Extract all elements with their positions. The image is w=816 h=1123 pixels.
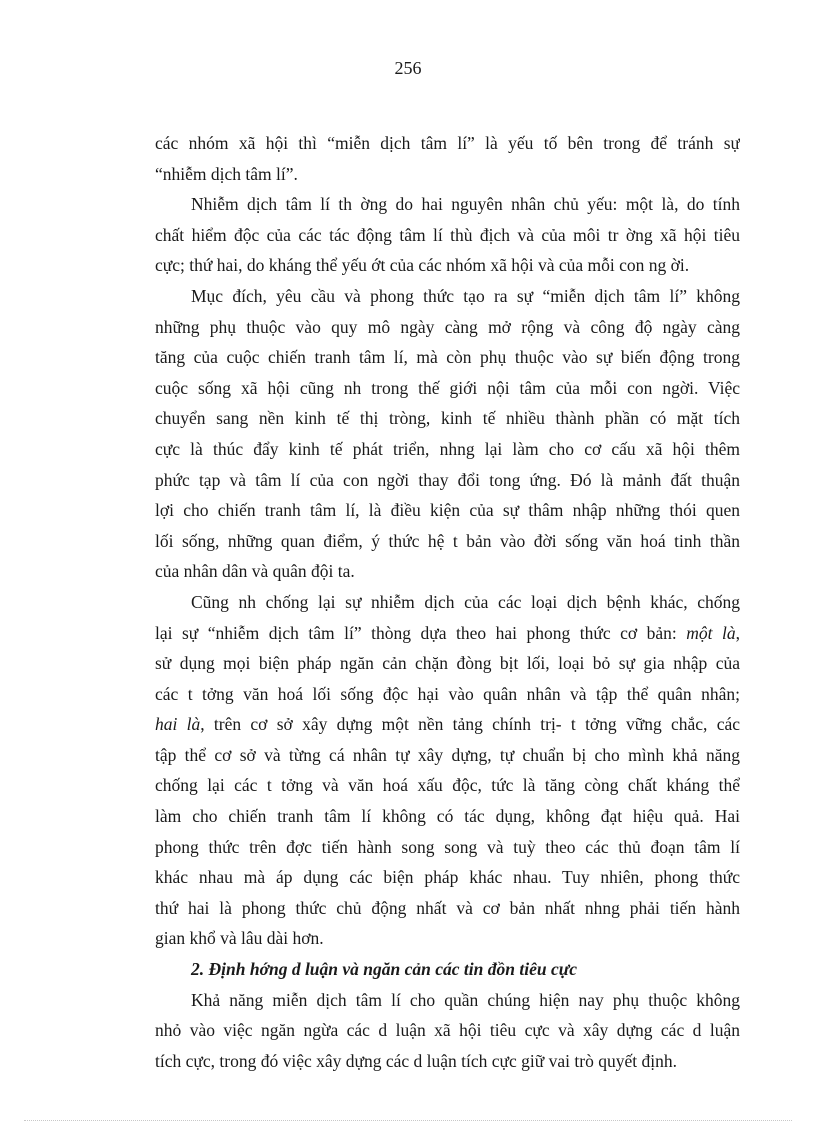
text-line: cuộc sống xã hội cũng nh trong thế giới nội tâm của mỗi con ngời. Việc <box>155 377 740 398</box>
text-line: cực; thứ hai, do kháng thể yếu ớt của các nhóm xã hội và của mỗi con ng ời. <box>155 255 690 276</box>
text-segment: lại sự “nhiễm dịch tâm lí” thòng dựa theo hai phong thức cơ bản: <box>155 622 677 643</box>
text-line: cực là thúc đẩy kinh tế phát triển, nhng lại làm cho cơ cấu xã hội thêm <box>155 438 740 459</box>
text-line <box>155 618 740 649</box>
text-line <box>155 709 740 740</box>
text-line: gian khổ và lâu dài hơn. <box>155 928 324 949</box>
page-bottom-divider <box>24 1120 792 1121</box>
text-line: phong thức trên đợc tiến hành song song và tuỳ theo các thủ đoạn tâm lí <box>155 836 740 857</box>
paragraph-start-line: Khả năng miễn dịch tâm lí cho quần chúng hiện nay phụ thuộc không <box>191 989 740 1010</box>
text-segment: , <box>735 622 740 643</box>
text-line: các nhóm xã hội thì “miễn dịch tâm lí” là yếu tố bên trong để tránh sự <box>155 133 740 153</box>
text-line: nhỏ vào việc ngăn ngừa các d luận xã hội tiêu cực và xây dựng các d luận <box>155 1020 740 1041</box>
text-segment: , trên cơ sở xây dựng một nền tảng chính trị- t tởng vững chắc, các <box>200 714 740 735</box>
text-line: phức tạp và tâm lí của con ngời thay đổi tong ứng. Đó là mảnh đất thuận <box>155 469 740 490</box>
paragraph-start-line: Nhiễm dịch tâm lí th ờng do hai nguyên nhân chủ yếu: một là, do tính <box>191 194 740 215</box>
section-heading: 2. Định hớng d luận và ngăn cản các tin đồn tiêu cực <box>191 959 577 980</box>
text-line: lối sống, những quan điểm, ý thức hệ t bản vào đời sống văn hoá tinh thần <box>155 530 740 551</box>
text-line: chất hiểm độc của các tác động tâm lí thù địch và của môi tr ờng xã hội tiêu <box>155 224 740 245</box>
text-line: các t tởng văn hoá lối sống độc hại vào quân nhân và tập thể quân nhân; <box>155 683 740 704</box>
text-line: chống lại các t tởng và văn hoá xấu độc, tức là tăng còng chất kháng thể <box>155 775 740 796</box>
text-line: tập thể cơ sở và từng cá nhân tự xây dựng, tự chuẩn bị cho mình khả năng <box>155 744 740 765</box>
text-line: “nhiễm dịch tâm lí”. <box>155 163 298 184</box>
text-line: tăng của cuộc chiến tranh tâm lí, mà còn phụ thuộc vào sự biến động trong <box>155 347 740 368</box>
page-number: 256 <box>394 58 422 78</box>
text-line: sử dụng mọi biện pháp ngăn cản chặn đòng bịt lối, loại bỏ sự gia nhập của <box>155 653 740 674</box>
paragraph-start-line: Mục đích, yêu cầu và phong thức tạo ra sự “miễn dịch tâm lí” không <box>191 285 740 306</box>
emphasis-text: một là <box>686 622 736 643</box>
text-line: làm cho chiến tranh tâm lí không có tác dụng, không đạt hiệu quả. Hai <box>155 806 740 827</box>
emphasis-text: hai là <box>155 714 201 735</box>
text-line: của nhân dân và quân đội ta. <box>155 561 355 582</box>
text-line: những phụ thuộc vào quy mô ngày càng mở rộng và công độ ngày càng <box>155 316 740 337</box>
paragraph-start-line: Cũng nh chống lại sự nhiễm dịch của các loại dịch bệnh khác, chống <box>191 591 740 612</box>
text-line: lợi cho chiến tranh tâm lí, là điều kiện của sự thâm nhập những thói quen <box>155 500 740 521</box>
text-line: khác nhau mà áp dụng các biện pháp khác nhau. Tuy nhiên, phong thức <box>155 867 740 888</box>
text-line: tích cực, trong đó việc xây dựng các d luận tích cực giữ vai trò quyết định. <box>155 1050 677 1071</box>
text-line: chuyển sang nền kinh tế thị tròng, kinh tế nhiều thành phần có mặt tích <box>155 408 740 429</box>
page-body <box>155 128 740 1076</box>
text-line: thứ hai là phong thức chủ động nhất và cơ bản nhất nhng phải tiến hành <box>155 897 740 918</box>
